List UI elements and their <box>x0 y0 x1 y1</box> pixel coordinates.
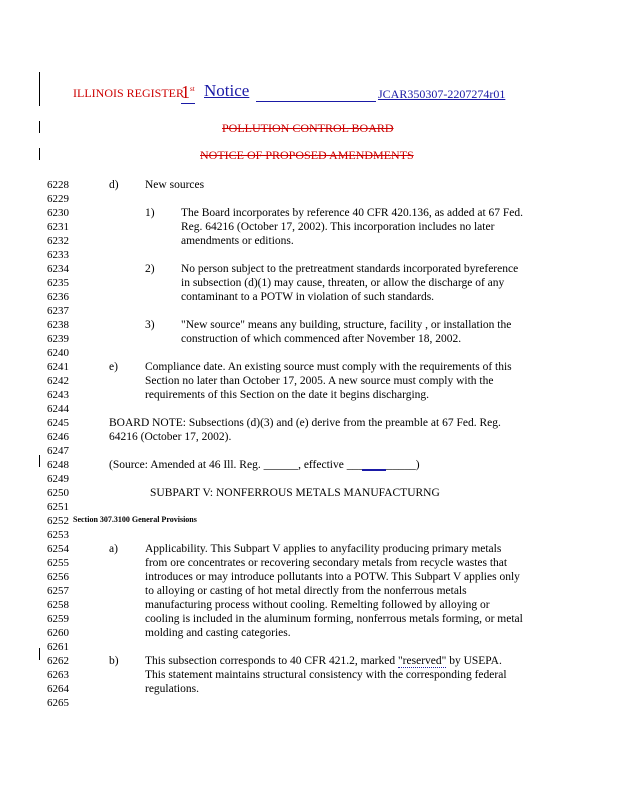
paragraph-line: to alloying or casting of hot metal directly from the nonferrous metals <box>145 585 467 597</box>
paragraph-line: regulations. <box>145 683 199 695</box>
section-heading: Section 307.3100 General Provisions <box>73 515 197 524</box>
item-label: 2) <box>145 263 155 275</box>
subpart-heading: SUBPART V: NONFERROUS METALS MANUFACTURNG <box>150 487 440 499</box>
line-number: 6231 <box>47 221 69 233</box>
line-number: 6242 <box>47 375 69 387</box>
line-number: 6230 <box>47 207 69 219</box>
line-number: 6249 <box>47 473 69 485</box>
change-bar <box>39 72 40 106</box>
line-number: 6251 <box>47 501 69 513</box>
notice-label: Notice <box>204 81 250 100</box>
line-number: 6237 <box>47 305 69 317</box>
subsection-label: b) <box>109 655 119 667</box>
paragraph-line: Compliance date. An existing source must comply with the requirements of this <box>145 361 512 373</box>
line-number: 6232 <box>47 235 69 247</box>
board-note-line: BOARD NOTE: Subsections (d)(3) and (e) derive from the preamble at 67 Fed. Reg. <box>109 417 501 429</box>
line-number: 6262 <box>47 655 69 667</box>
line-number: 6254 <box>47 543 69 555</box>
change-bar <box>39 148 40 160</box>
jcar-code: JCAR350307-2207274r01 <box>378 87 506 101</box>
effective-date-blank: ____________) <box>346 459 420 471</box>
page-marker: 1st <box>181 82 195 102</box>
paragraph-line: from ore concentrates or recovering secondary metals from recycle wastes that <box>145 557 508 569</box>
line-number: 6244 <box>47 403 69 415</box>
revision-mark <box>362 469 386 471</box>
line-number: 6261 <box>47 641 69 653</box>
line-number: 6243 <box>47 389 69 401</box>
item-label: 3) <box>145 319 155 331</box>
paragraph-line: Reg. 64216 (October 17, 2002). This incorporation includes no later <box>181 221 495 233</box>
line-number: 6241 <box>47 361 69 373</box>
paragraph-line: This subsection corresponds to 40 CFR 421.2, marked "reserved" by USEPA. <box>145 655 502 667</box>
line-number: 6247 <box>47 445 69 457</box>
line-number: 6245 <box>47 417 69 429</box>
line-number: 6263 <box>47 669 69 681</box>
line-number: 6258 <box>47 599 69 611</box>
subsection-label: e) <box>109 361 118 373</box>
paragraph-line: The Board incorporates by reference 40 CFR 420.136, as added at 67 Fed. <box>181 207 524 219</box>
line-number: 6238 <box>47 319 69 331</box>
line-number: 6235 <box>47 277 69 289</box>
line-number: 6236 <box>47 291 69 303</box>
line-number: 6264 <box>47 683 69 695</box>
paragraph-line: No person subject to the pretreatment standards incorporated byreference <box>181 263 519 275</box>
change-bar <box>39 121 40 133</box>
line-number: 6229 <box>47 193 69 205</box>
subsection-title: New sources <box>145 179 205 191</box>
line-number: 6256 <box>47 571 69 583</box>
line-number: 6228 <box>47 179 69 191</box>
paragraph-line: molding and casting categories. <box>145 627 291 639</box>
board-note-line: 64216 (October 17, 2002). <box>109 431 232 443</box>
line-number: 6246 <box>47 431 69 443</box>
board-heading: POLLUTION CONTROL BOARD <box>222 121 394 135</box>
line-number: 6265 <box>47 697 69 709</box>
line-number: 6257 <box>47 585 69 597</box>
reserved-term: "reserved" <box>397 655 447 667</box>
source-note: (Source: Amended at 46 Ill. Reg. ______, effective ____________) <box>109 459 420 471</box>
paragraph-line: amendments or editions. <box>181 235 294 247</box>
paragraph-line: cooling is included in the aluminum forming, nonferrous metals forming, or metal <box>145 613 523 625</box>
item-label: 1) <box>145 207 155 219</box>
line-number: 6255 <box>47 557 69 569</box>
line-number: 6253 <box>47 529 69 541</box>
header-rule <box>256 101 376 102</box>
paragraph-line: in subsection (d)(1) may cause, threaten, or allow the discharge of any <box>181 277 505 289</box>
line-number: 6234 <box>47 263 69 275</box>
subsection-label: d) <box>109 179 119 191</box>
line-number: 6260 <box>47 627 69 639</box>
line-number: 6239 <box>47 333 69 345</box>
subsection-label: a) <box>109 543 118 555</box>
paragraph-line: construction of which commenced after November 18, 2002. <box>181 333 462 345</box>
paragraph-line: This statement maintains structural consistency with the corresponding federal <box>145 669 507 681</box>
notice-heading: NOTICE OF PROPOSED AMENDMENTS <box>200 148 414 162</box>
line-number: 6248 <box>47 459 69 471</box>
paragraph-line: introduces or may introduce pollutants into a POTW. This Subpart V applies only <box>145 571 520 583</box>
line-number: 6250 <box>47 487 69 499</box>
change-bar <box>39 648 40 660</box>
paragraph-line: "New source" means any building, structure, facility , or installation the <box>181 319 512 331</box>
paragraph-line: manufacturing process without cooling. Remelting followed by alloying or <box>145 599 490 611</box>
line-number: 6233 <box>47 249 69 261</box>
line-number: 6252 <box>47 515 69 527</box>
line-number: 6259 <box>47 613 69 625</box>
paragraph-line: contaminant to a POTW in violation of such standards. <box>181 291 435 303</box>
change-bar <box>39 455 40 467</box>
line-number: 6240 <box>47 347 69 359</box>
register-title: ILLINOIS REGISTER <box>73 86 184 100</box>
paragraph-line: Section no later than October 17, 2005. A new source must comply with the <box>145 375 494 387</box>
paragraph-line: requirements of this Section on the date it begins discharging. <box>145 389 430 401</box>
paragraph-line: Applicability. This Subpart V applies to anyfacility producing primary metals <box>145 543 502 555</box>
